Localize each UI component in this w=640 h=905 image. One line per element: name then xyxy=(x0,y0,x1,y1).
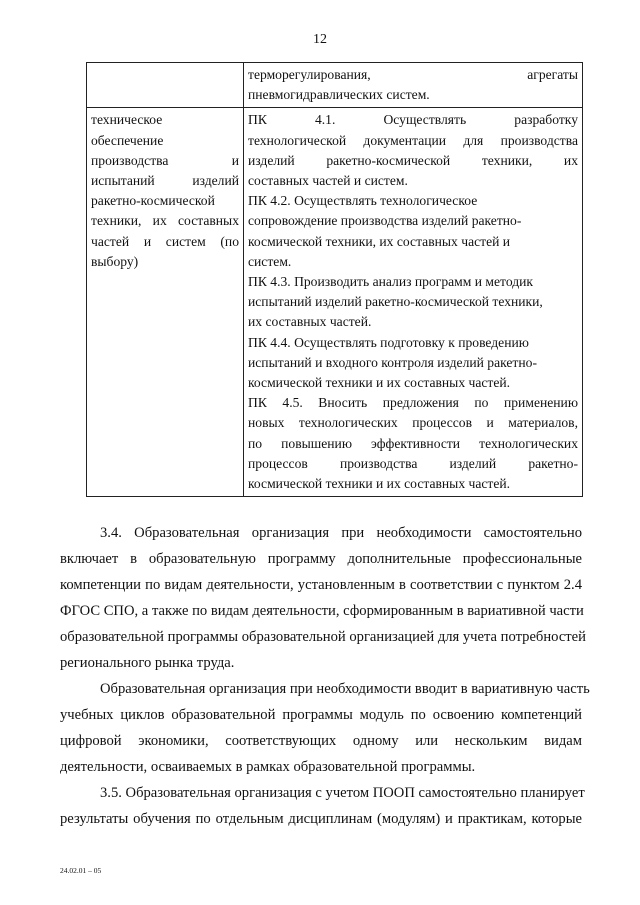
cell-line: составных частей и систем. xyxy=(248,173,408,189)
cell-line: испытаний и входного контроля изделий ракетно- xyxy=(248,354,537,370)
cell-line: изделий ракетно-космической техники, их xyxy=(248,152,578,168)
cell-line: технологической документации для производства xyxy=(248,132,578,148)
competencies-table xyxy=(86,62,583,497)
cell-line: новых технологических процессов и материалов, xyxy=(248,415,578,431)
cell-line: их составных частей. xyxy=(248,314,372,330)
cell-line: космической техники и их составных частей. xyxy=(248,375,511,391)
cell-line: испытаний изделий ракетно-космической техники, xyxy=(248,294,543,310)
cell-line: ПК 4.3. Производить анализ программ и методик xyxy=(248,274,534,290)
cell-line: обеспечение xyxy=(91,132,164,148)
paragraph-line: 3.4. Образовательная организация при необходимости самостоятельно xyxy=(100,525,582,541)
paragraph-line: цифровой экономики, соответствующих одному или нескольким видам xyxy=(60,733,582,749)
page-number: 12 xyxy=(313,32,327,47)
paragraph-line: ФГОС СПО, а также по видам деятельности, сформированным в вариативной части xyxy=(60,603,584,619)
cell-line: по повышению эффективности технологических xyxy=(248,435,578,451)
paragraph-line: деятельности, осваиваемых в рамках образовательной программы. xyxy=(60,759,476,775)
cell-line: производства и xyxy=(91,152,239,168)
cell-line: ПК 4.4. Осуществлять подготовку к проведению xyxy=(248,334,529,350)
cell-line: выбору) xyxy=(91,253,139,269)
table-cell-competencies xyxy=(244,108,583,497)
cell-line: ПК 4.2. Осуществлять технологическое xyxy=(248,193,478,209)
cell-line: ПК 4.1. Осуществлять разработку xyxy=(248,112,578,128)
paragraph-line: Образовательная организация при необходимости вводит в вариативную часть xyxy=(100,681,590,697)
cell-line: сопровождение производства изделий ракетно- xyxy=(248,213,522,229)
paragraph-line: включает в образовательную программу дополнительные профессиональные xyxy=(60,551,582,567)
paragraph-3-4 xyxy=(60,520,586,676)
paragraph-line: регионального рынка труда. xyxy=(60,655,235,671)
cell-line: техническое xyxy=(91,112,163,128)
cell-line: систем. xyxy=(248,253,292,269)
cell-line: пневмогидравлических систем. xyxy=(248,87,430,103)
cell-line: ракетно-космической xyxy=(91,193,215,209)
cell-line: испытаний изделий xyxy=(91,173,239,189)
cell-line: техники, их составных xyxy=(91,213,239,229)
paragraph-line: учебных циклов образовательной программы модуль по освоению компетенций xyxy=(60,707,582,723)
footer-code: 24.02.01 – 05 xyxy=(60,866,102,875)
cell-line: ПК 4.5. Вносить предложения по применению xyxy=(248,395,578,411)
cell-line: частей и систем (по xyxy=(91,233,239,249)
paragraph-line: компетенции по видам деятельности, установленным в соответствии с пунктом 2.4 xyxy=(60,577,582,593)
cell-line: терморегулирования, агрегаты xyxy=(248,67,578,82)
paragraph-line: 3.5. Образовательная организация с учетом ПООП самостоятельно планирует xyxy=(100,785,585,801)
table-row xyxy=(87,63,583,108)
cell-line: процессов производства изделий ракетно- xyxy=(248,455,578,471)
paragraph-3-5 xyxy=(60,780,585,832)
table-cell-activity xyxy=(87,63,244,108)
paragraph-digital-economy xyxy=(60,676,590,780)
table-cell-activity xyxy=(87,108,244,497)
paragraph-line: образовательной программы образовательной организацией для учета потребностей xyxy=(60,629,586,645)
table-row xyxy=(87,108,583,497)
table-cell-competencies xyxy=(244,63,583,108)
cell-line: космической техники и их составных частей. xyxy=(248,476,511,492)
paragraph-line: результаты обучения по отдельным дисциплинам (модулям) и практикам, которые xyxy=(60,811,582,827)
cell-line: космической техники, их составных частей и xyxy=(248,233,511,249)
